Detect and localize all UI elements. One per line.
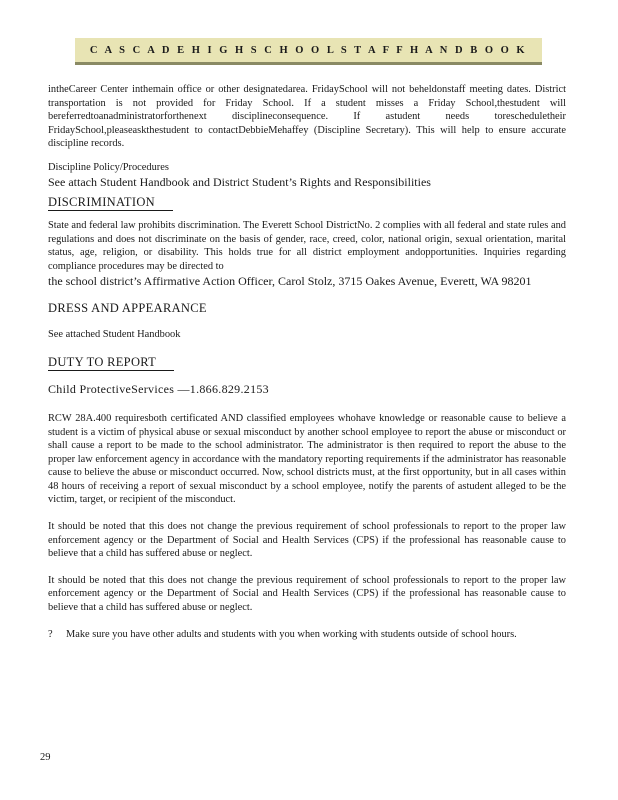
discrimination-paragraph: State and federal law prohibits discrimination. The Everett School DistrictNo. 2 complies with all federal and state rules and regulations and does not discriminate on the basis of gender, race, creed, color, national origin, sexual orientation, marital status, age, religion, or disability. This holds true for all district employment andopportunities. Inquiries regarding compliance procedures may be directed to — [48, 220, 566, 272]
list-item — [48, 628, 566, 642]
outside-hours-bullet: Make sure you have other adults and students with you when working with students outside of school hours. — [66, 628, 517, 640]
discrimination-heading: DISCRIMINATION — [48, 196, 566, 210]
bullet-mark: ? — [48, 628, 53, 640]
rcw-paragraph: RCW 28A.400 requiresboth certificated AND classified employees whohave knowledge or reasonable cause to believe a student is a victim of physical abuse or sexual misconduct by another school employee to report the abuse or misconduct or shall cause a report to be made to the school administrator. The administrator is then required to report the abuse to the proper law enforcement agency in accordance with the mandatory reporting requirements if the administrator has reasonable cause to believe the abuse or misconduct occurred. Now, school districts must, at the first opportunity, but in all cases within 48 hours of receiving a report of sexual misconduct by a school employee, notify the parents of astudent alleged to be the victim, target, or recipient of the misconduct. — [48, 412, 566, 506]
dress-appearance-text: See attached Student Handbook — [48, 329, 181, 341]
handbook-header-band — [75, 38, 542, 65]
page-number: 29 — [40, 752, 51, 763]
handbook-title: C A S C A D E H I G H S C H O O L S T A F F H A N D B O O K — [89, 44, 528, 56]
discipline-policy-label: Discipline Policy/Procedures — [48, 161, 169, 173]
affirmative-action-contact: the school district’s Affirmative Action Officer, Carol Stolz, 3715 Oakes Avenue, Everett, WA 98201 — [48, 273, 532, 288]
duty-to-report-heading: DUTY TO REPORT — [48, 356, 566, 370]
child-protective-services-line: Child ProtectiveServices —1.866.829.2153 — [48, 382, 269, 397]
discipline-handbook-note: See attach Student Handbook and District Student’s Rights and Responsibilities — [48, 174, 431, 189]
reporting-note-2: It should be noted that this does not change the previous requirement of school professionals to report to the proper law enforcement agency or the Department of Social and Health Services (CPS) if the professional has reasonable cause to believe that a child has suffered abuse or neglect. — [48, 574, 566, 614]
page-content — [48, 83, 566, 641]
reporting-note-1: It should be noted that this does not change the previous requirement of school professionals to report to the proper law enforcement agency or the Department of Social and Health Services (CPS) if the professional has reasonable cause to believe that a child has suffered abuse or neglect. — [48, 521, 566, 560]
dress-appearance-heading: DRESS AND APPEARANCE — [48, 300, 207, 315]
friday-school-paragraph: intheCareer Center inthemain office or other designatedarea. FridaySchool will not beheldonstaff meeting dates. District transportation is not provided for Friday School. If a student misses a Friday School,thestudent will bereferredtoanadministratorforthenext disciplineconsequence. If astudent needs torescheduletheir FridaySchool,pleaseaskthestudent to contactDebbieMehaffey (Discipline Secretary). This will help to ensure accurate discipline records. — [48, 84, 566, 150]
